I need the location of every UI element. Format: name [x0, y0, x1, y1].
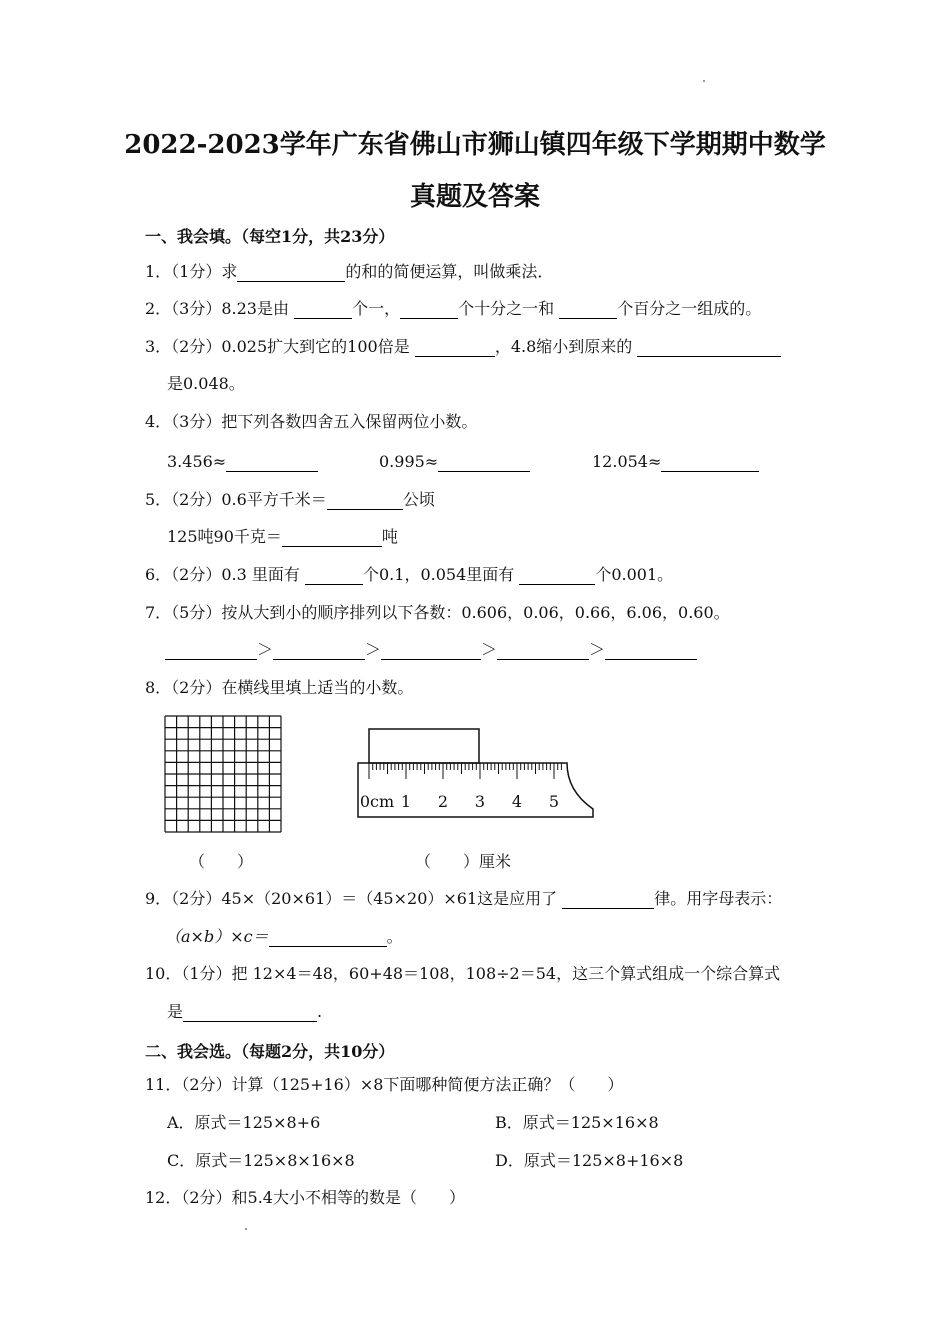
question-4-item-3: 12.054≈: [592, 452, 759, 472]
answer-blank[interactable]: [605, 643, 697, 660]
answer-blank[interactable]: [226, 455, 318, 472]
answer-blank[interactable]: [305, 568, 363, 585]
answer-blank[interactable]: [637, 340, 781, 357]
answer-blank[interactable]: [381, 643, 481, 660]
question-9: 9．（2分）45×（20×61）＝（45×20）×61这是应用了 律。用字母表示：: [145, 889, 783, 908]
ruler-label: 1: [400, 792, 412, 811]
answer-blank[interactable]: [237, 265, 345, 282]
question-5-cont: 125吨90千克＝ 吨: [167, 527, 398, 546]
question-5: 5．（2分）0.6平方千米＝ 公顷: [145, 490, 435, 509]
answer-blank[interactable]: [282, 530, 382, 547]
hundred-grid-figure: [163, 714, 285, 834]
answer-blank[interactable]: [559, 302, 617, 319]
question-3: 3．（2分）0.025扩大到它的100倍是 ，4.8缩小到原来的: [145, 337, 781, 357]
answer-blank[interactable]: [273, 643, 365, 660]
answer-blank[interactable]: [562, 892, 654, 909]
ruler-figure: [355, 727, 600, 819]
section-heading-fill: 一、我会填。（每空1分，共23分）: [145, 227, 395, 246]
answer-blank[interactable]: [519, 568, 595, 585]
option-a[interactable]: A．原式＝125×8+6: [167, 1113, 321, 1132]
page-title-line1: 2022-2023学年广东省佛山市狮山镇四年级下学期期中数学: [124, 130, 826, 160]
ruler-label: 0cm: [359, 792, 395, 811]
question-11: 11．（2分）计算（125+16）×8下面哪种简便方法正确？（ ）: [145, 1075, 624, 1094]
option-c[interactable]: C．原式＝125×8×16×8: [167, 1151, 355, 1170]
question-12: 12．（2分）和5.4大小不相等的数是（ ）: [145, 1188, 465, 1207]
ruler-label: 5: [548, 792, 560, 811]
option-b[interactable]: B．原式＝125×16×8: [495, 1113, 659, 1132]
ruler-label: 3: [474, 792, 486, 811]
answer-blank[interactable]: [415, 340, 495, 357]
question-6: 6．（2分）0.3 里面有 个0.1，0.054里面有 个0.001。: [145, 565, 674, 584]
question-7: 7．（5分）按从大到小的顺序排列以下各数：0.606，0.06，0.66，6.06，0.60。: [145, 603, 730, 622]
measured-bar: [369, 729, 479, 763]
question-4: 4．（3分）把下列各数四舍五入保留两位小数。: [145, 412, 478, 431]
answer-paren-grid[interactable]: （ ）: [189, 852, 254, 871]
question-10-cont: 是 .: [167, 1002, 323, 1021]
answer-blank[interactable]: [269, 930, 387, 947]
answer-blank[interactable]: [294, 302, 352, 319]
question-2: 2．（3分）8.23是由 个一， 个十分之一和 个百分之一组成的。: [145, 299, 762, 318]
answer-blank[interactable]: [661, 455, 759, 472]
answer-blank[interactable]: [165, 643, 257, 660]
answer-blank[interactable]: [438, 455, 530, 472]
section-heading-choose: 二、我会选。（每题2分，共10分）: [145, 1042, 395, 1061]
question-4-item-1: 3.456≈: [167, 452, 318, 472]
question-7-order: ＞ ＞ ＞ ＞: [165, 640, 697, 660]
question-9-cont: （a×b）×c＝ 。: [165, 927, 403, 946]
answer-blank[interactable]: [400, 302, 458, 319]
question-8: 8．（2分）在横线里填上适当的小数。: [145, 678, 414, 697]
option-d[interactable]: D．原式＝125×8+16×8: [495, 1151, 684, 1170]
page-dot-bottom: [245, 1228, 247, 1230]
ruler-label: 4: [511, 792, 523, 811]
answer-paren-ruler[interactable]: （ ）厘米: [415, 852, 512, 871]
answer-blank[interactable]: [327, 493, 403, 510]
page-dot-top: [703, 80, 705, 82]
answer-blank[interactable]: [497, 643, 589, 660]
question-10: 10．（1分）把 12×4＝48，60+48＝108，108÷2＝54，这三个算式组成一个综合算式: [145, 964, 781, 983]
answer-blank[interactable]: [183, 1005, 317, 1022]
question-4-item-2: 0.995≈: [379, 452, 530, 472]
ruler-label: 2: [437, 792, 449, 811]
question-1: 1．（1分）求 的和的简便运算，叫做乘法．: [145, 262, 554, 281]
question-3-cont: 是0.048。: [167, 374, 245, 393]
page-title-line2: 真题及答案: [409, 182, 540, 212]
